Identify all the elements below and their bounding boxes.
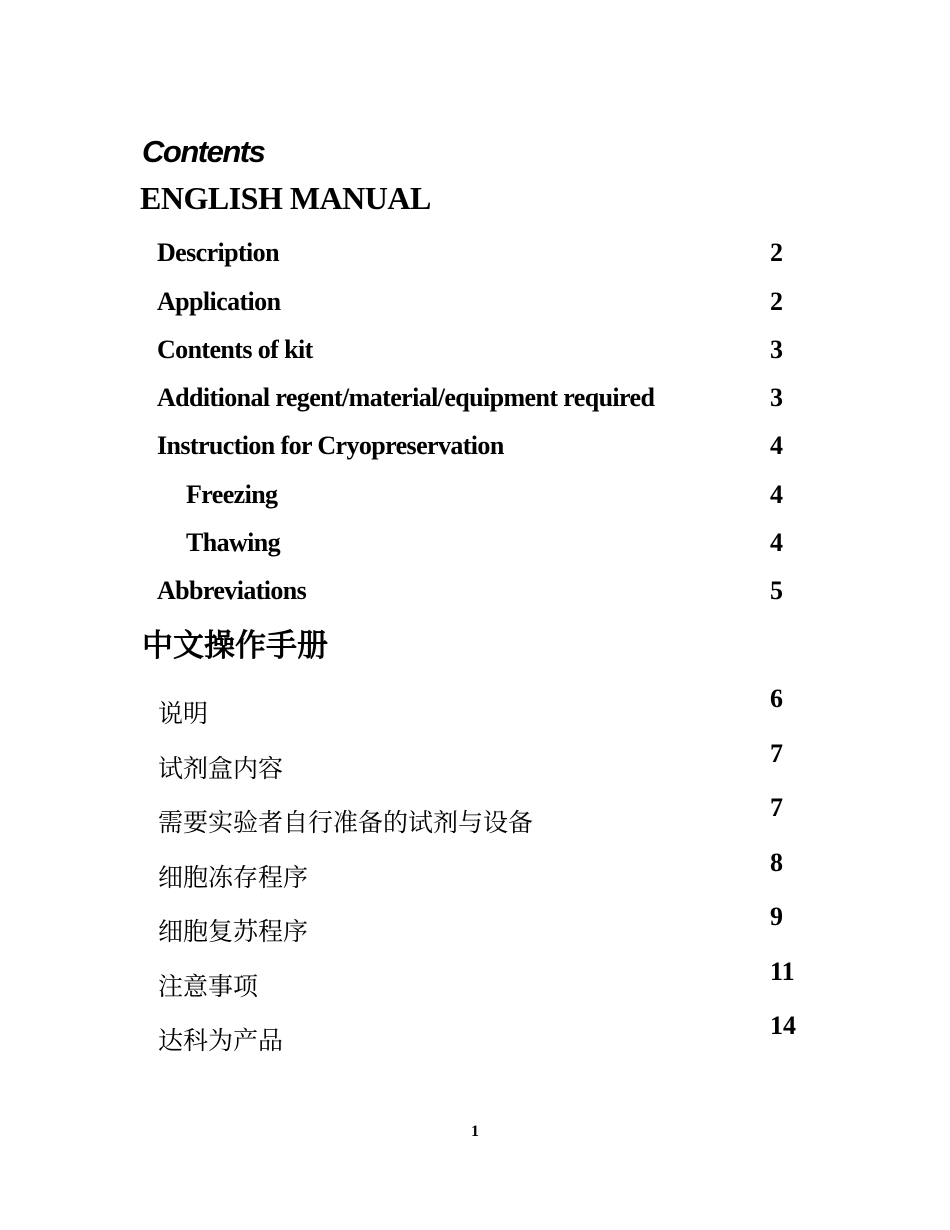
toc-entry-page: 5: [770, 576, 783, 605]
toc-entry-label: Application: [157, 287, 281, 316]
toc-entry[interactable]: [0, 900, 950, 954]
toc-entry[interactable]: [0, 737, 950, 791]
toc-entry-label: Contents of kit: [157, 335, 313, 364]
toc-entry-label: Thawing: [186, 528, 281, 557]
toc-entry[interactable]: [0, 426, 950, 466]
toc-entry-label: 达科为产品: [158, 1026, 284, 1055]
toc-entry-page: 6: [770, 684, 783, 713]
toc-entry-page: 7: [770, 793, 783, 822]
toc-entry-page: 3: [770, 383, 783, 412]
toc-entry[interactable]: [0, 282, 950, 322]
toc-entry-page: 14: [770, 1011, 796, 1040]
toc-entry[interactable]: [0, 1009, 950, 1063]
toc-entry-page: 4: [770, 431, 783, 460]
toc-subentry[interactable]: [0, 523, 950, 563]
toc-entry-label: 细胞冻存程序: [158, 863, 309, 892]
toc-entry-page: 4: [770, 480, 783, 509]
toc-entry[interactable]: [0, 233, 950, 273]
toc-entry-page: 2: [770, 287, 783, 316]
toc-entry-page: 2: [770, 238, 783, 267]
toc-entry-label: 需要实验者自行准备的试剂与设备: [158, 808, 534, 837]
toc-entry-page: 8: [770, 848, 783, 877]
toc-entry[interactable]: [0, 791, 950, 845]
toc-entry-label: Instruction for Cryopreservation: [157, 431, 504, 460]
toc-entry[interactable]: [0, 955, 950, 1009]
toc-entry-page: 9: [770, 902, 783, 931]
toc-entry-label: 说明: [158, 699, 209, 728]
contents-heading: Contents: [142, 134, 265, 169]
english-manual-heading: ENGLISH MANUAL: [140, 180, 431, 216]
toc-entry[interactable]: [0, 846, 950, 900]
toc-entry-label: 注意事项: [158, 972, 259, 1001]
toc-subentry[interactable]: [0, 475, 950, 515]
toc-entry-page: 7: [770, 739, 783, 768]
toc-entry-page: 3: [770, 335, 783, 364]
toc-entry-label: 细胞复苏程序: [158, 917, 309, 946]
toc-entry-label: 试剂盒内容: [158, 754, 284, 783]
toc-entry[interactable]: [0, 330, 950, 370]
toc-entry-label: Freezing: [186, 480, 278, 509]
toc-entry-page: 11: [770, 957, 795, 986]
page-number: 1: [471, 1123, 479, 1140]
toc-entry-label: Description: [157, 238, 279, 267]
toc-entry[interactable]: [0, 571, 950, 611]
chinese-manual-heading: 中文操作手册: [142, 628, 328, 664]
toc-entry[interactable]: [0, 378, 950, 418]
toc-entry[interactable]: [0, 682, 950, 736]
toc-entry-page: 4: [770, 528, 783, 557]
toc-entry-label: Additional regent/material/equipment required: [157, 383, 655, 412]
toc-entry-label: Abbreviations: [157, 576, 307, 605]
